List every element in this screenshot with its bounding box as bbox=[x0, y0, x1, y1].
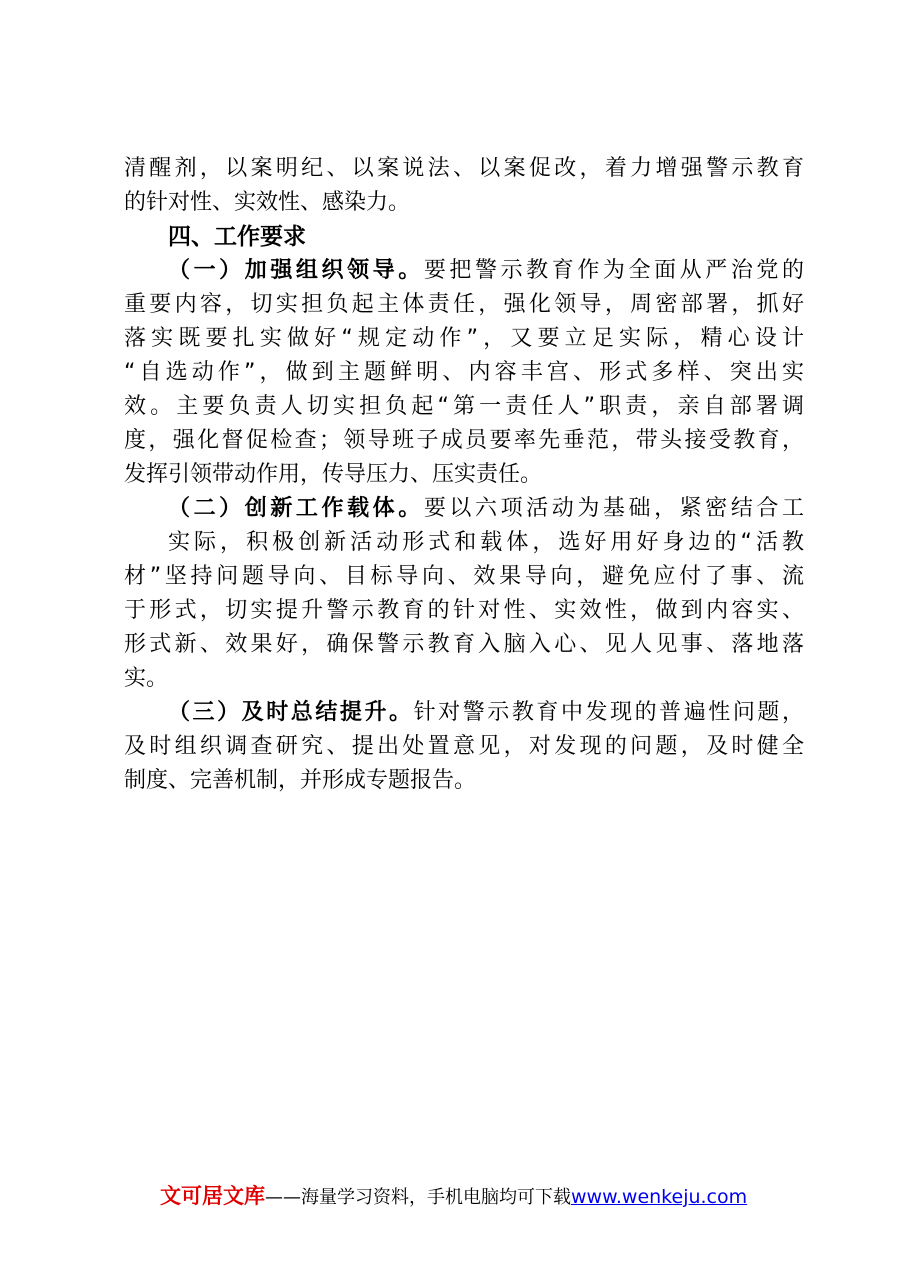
body-text-line: 实。 bbox=[124, 666, 169, 691]
paragraph-first-line bbox=[168, 696, 804, 730]
body-text-line: 效。主要负责人切实担负起“第一责任人”职责，亲自部署调 bbox=[124, 394, 804, 419]
footer-link[interactable]: www.wenkeju.com bbox=[571, 1186, 748, 1208]
body-text-line: 材”坚持问题导向、目标导向、效果导向，避免应付了事、流 bbox=[124, 564, 804, 589]
body-text-line: 的针对性、实效性、感染力。 bbox=[124, 190, 411, 215]
body-text-line: 及时组织调查研究、提出处置意见，对发现的问题，及时健全 bbox=[124, 734, 804, 759]
body-text: 要以六项活动为基础，紧密结合工 bbox=[423, 496, 804, 521]
footer-tagline: ——海量学习资料，手机电脑均可下载 bbox=[265, 1187, 571, 1208]
footer-brand: 文可居文库 bbox=[160, 1184, 265, 1208]
body-text-line: “自选动作”，做到主题鲜明、内容丰宫、形式多样、突出实 bbox=[124, 360, 804, 385]
subheading: （二）创新工作载体。 bbox=[168, 496, 424, 521]
section-heading: 四、工作要求 bbox=[168, 224, 306, 250]
body-text: 针对警示教育中发现的普遍性问题， bbox=[413, 700, 804, 725]
body-text: 要把警示教育作为全面从严治党的 bbox=[423, 258, 804, 283]
body-text-line: 重要内容，切实担负起主体责任，强化领导，周密部署，抓好 bbox=[124, 292, 804, 317]
body-text-line: 于形式，切实提升警示教育的针对性、实效性，做到内容实、 bbox=[124, 598, 804, 623]
paragraph-first-line bbox=[168, 492, 804, 526]
body-text-line: 落实既要扎实做好“规定动作”，又要立足实际，精心设计 bbox=[124, 326, 804, 351]
subheading: （一）加强组织领导。 bbox=[168, 258, 424, 283]
body-text-line: 度，强化督促检查；领导班子成员要率先垂范，带头接受教育， bbox=[124, 428, 804, 453]
paragraph-first-line bbox=[168, 254, 804, 288]
body-text-line: 制度、完善机制，并形成专题报告。 bbox=[124, 768, 477, 793]
body-text-line: 形式新、效果好，确保警示教育入脑入心、见人见事、落地落 bbox=[124, 632, 804, 657]
body-text-line: 清醒剂，以案明纪、以案说法、以案促改，着力增强警示教育 bbox=[124, 156, 804, 181]
body-text-line: 发挥引领带动作用，传导压力、压实责任。 bbox=[124, 462, 543, 487]
body-text-line: 实际，积极创新活动形式和载体，选好用好身边的“活教 bbox=[168, 530, 804, 555]
footer-banner bbox=[160, 1182, 747, 1212]
subheading: （三）及时总结提升。 bbox=[168, 700, 414, 725]
